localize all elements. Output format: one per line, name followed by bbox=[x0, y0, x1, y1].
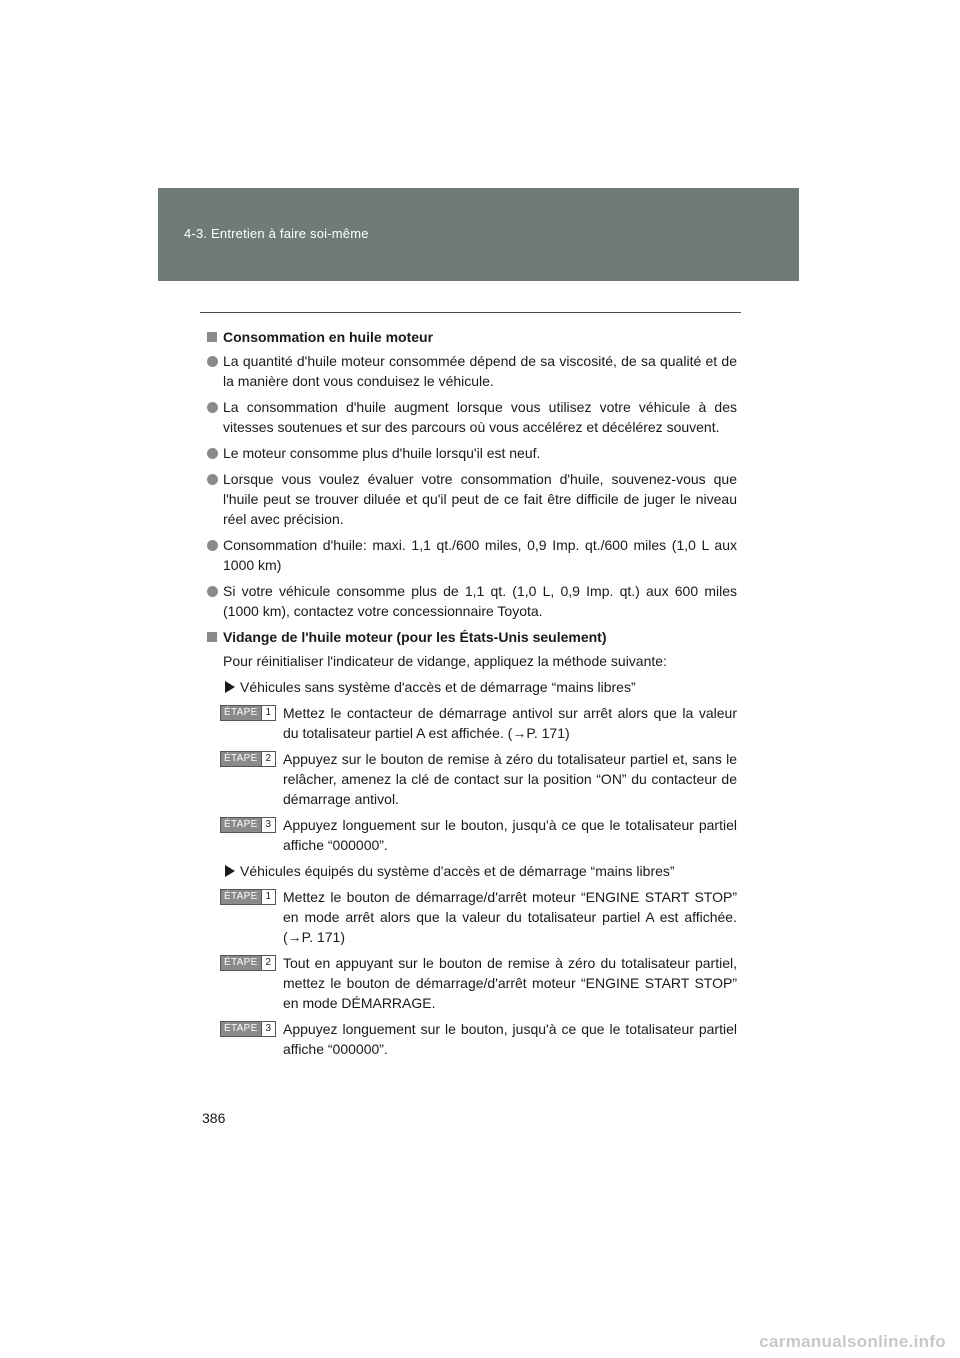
vehicle-group-title-text: Véhicules équipés du système d'accès et de démarrage “mains libres” bbox=[240, 863, 675, 879]
list-item bbox=[207, 581, 737, 621]
vehicle-group-title bbox=[207, 861, 737, 881]
circle-bullet-icon bbox=[207, 402, 218, 413]
step-item bbox=[207, 953, 737, 1013]
list-item-text: Consommation d'huile: maxi. 1,1 qt./600 miles, 0,9 Imp. qt./600 miles (1,0 L aux 1000 km) bbox=[223, 537, 737, 573]
step-badge bbox=[220, 1021, 276, 1037]
step-text: Appuyez sur le bouton de remise à zéro du totalisateur partiel et, sans le relâcher, amenez la clé de contact sur la position “ON” du contacteur de démarrage antivol. bbox=[283, 751, 737, 807]
top-rule bbox=[200, 312, 741, 313]
triangle-arrow-icon bbox=[225, 865, 235, 877]
step-text: Appuyez longuement sur le bouton, jusqu'à ce que le totalisateur partiel affiche “000000”. bbox=[283, 1021, 737, 1057]
list-item bbox=[207, 535, 737, 575]
step-number: 2 bbox=[261, 752, 276, 766]
step-label: ÉTAPE bbox=[221, 890, 261, 904]
main-content bbox=[207, 327, 737, 1065]
list-item-text: La consommation d'huile augment lorsque vous utilisez votre véhicule à des vitesses soutenues et sur des parcours où vous accélérez et décélérez souvent. bbox=[223, 399, 737, 435]
step-badge bbox=[220, 889, 276, 905]
list-item-text: Lorsque vous voulez évaluer votre consommation d'huile, souvenez-vous que l'huile peut se trouver diluée et qu'il peut de ce fait être difficile de juger le niveau réel avec précision. bbox=[223, 471, 737, 527]
step-badge bbox=[220, 817, 276, 833]
step-badge bbox=[220, 751, 276, 767]
step-number: 1 bbox=[261, 890, 276, 904]
triangle-arrow-icon bbox=[225, 681, 235, 693]
step-number: 2 bbox=[261, 956, 276, 970]
step-label: ÉTAPE bbox=[221, 706, 261, 720]
page-number: 386 bbox=[202, 1110, 226, 1126]
step-label: ÉTAPE bbox=[221, 956, 261, 970]
header-band bbox=[158, 188, 799, 281]
step-text: Mettez le bouton de démarrage/d'arrêt moteur “ENGINE START STOP” en mode arrêt alors que la valeur du totalisateur partiel A est affichée. (→P. 171) bbox=[283, 889, 737, 945]
step-text: Tout en appuyant sur le bouton de remise à zéro du totalisateur partiel, mettez le bouton de démarrage/d'arrêt moteur “ENGINE START STOP” en mode DÉMARRAGE. bbox=[283, 955, 737, 1011]
step-number: 1 bbox=[261, 706, 276, 720]
list-item-text: Le moteur consomme plus d'huile lorsqu'il est neuf. bbox=[223, 445, 541, 461]
step-label: ÉTAPE bbox=[221, 1022, 261, 1036]
step-item bbox=[207, 815, 737, 855]
step-text: Mettez le contacteur de démarrage antivol sur arrêt alors que la valeur du totalisateur partiel A est affichée. (→P. 171) bbox=[283, 705, 737, 741]
step-item bbox=[207, 703, 737, 743]
step-item bbox=[207, 749, 737, 809]
square-bullet-icon bbox=[207, 632, 217, 642]
step-label: ÉTAPE bbox=[221, 752, 261, 766]
watermark: carmanualsonline.info bbox=[759, 1332, 946, 1351]
step-label: ÉTAPE bbox=[221, 818, 261, 832]
step-number: 3 bbox=[261, 818, 276, 832]
section-heading-text: Vidange de l'huile moteur (pour les États-Unis seulement) bbox=[223, 629, 607, 645]
intro-text: Pour réinitialiser l'indicateur de vidange, appliquez la méthode suivante: bbox=[223, 653, 667, 669]
circle-bullet-icon bbox=[207, 540, 218, 551]
list-item bbox=[207, 469, 737, 529]
step-number: 3 bbox=[261, 1022, 276, 1036]
list-item bbox=[207, 443, 737, 463]
section-heading bbox=[207, 327, 737, 347]
step-badge bbox=[220, 705, 276, 721]
square-bullet-icon bbox=[207, 332, 217, 342]
vehicle-group-title-text: Véhicules sans système d'accès et de démarrage “mains libres” bbox=[240, 679, 636, 695]
circle-bullet-icon bbox=[207, 586, 218, 597]
step-item bbox=[207, 887, 737, 947]
list-item bbox=[207, 351, 737, 391]
list-item-text: Si votre véhicule consomme plus de 1,1 qt. (1,0 L, 0,9 Imp. qt.) aux 600 miles (1000 km), contactez votre concessionnaire Toyota. bbox=[223, 583, 737, 619]
circle-bullet-icon bbox=[207, 474, 218, 485]
step-text: Appuyez longuement sur le bouton, jusqu'à ce que le totalisateur partiel affiche “000000”. bbox=[283, 817, 737, 853]
vehicle-group-title bbox=[207, 677, 737, 697]
section-heading bbox=[207, 627, 737, 647]
section-title: 4-3. Entretien à faire soi-même bbox=[184, 226, 369, 241]
step-item bbox=[207, 1019, 737, 1059]
list-item-text: La quantité d'huile moteur consommée dépend de sa viscosité, de sa qualité et de la manière dont vous conduisez le véhicule. bbox=[223, 353, 737, 389]
section-heading-text: Consommation en huile moteur bbox=[223, 329, 434, 345]
step-badge bbox=[220, 955, 276, 971]
circle-bullet-icon bbox=[207, 356, 218, 367]
list-item bbox=[207, 397, 737, 437]
circle-bullet-icon bbox=[207, 448, 218, 459]
